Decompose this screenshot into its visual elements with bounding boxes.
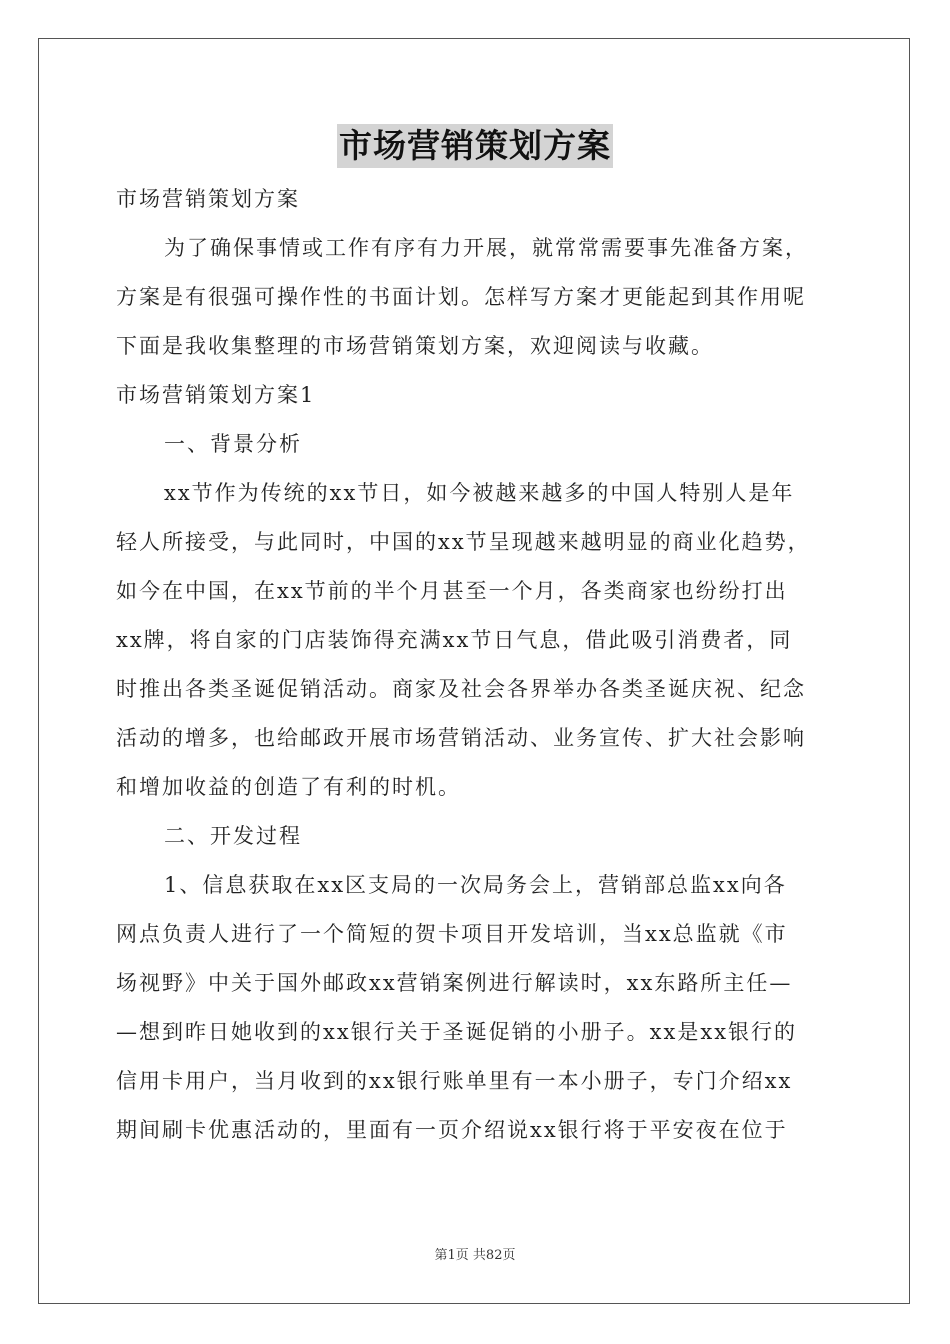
text-line: 轻人所接受，与此同时，中国的xx节呈现越来越明显的商业化趋势， <box>116 530 811 554</box>
text-line: 方案是有很强可操作性的书面计划。怎样写方案才更能起到其作用呢 <box>116 285 806 309</box>
document-body <box>116 180 836 1160</box>
text-line: xx节作为传统的xx节日，如今被越来越多的中国人特别人是年 <box>164 481 795 505</box>
document-title-text: 市场营销策划方案 <box>337 124 613 168</box>
text-line: 下面是我收集整理的市场营销策划方案，欢迎阅读与收藏。 <box>116 334 714 358</box>
text-line: 期间刷卡优惠活动的，里面有一页介绍说xx银行将于平安夜在位于 <box>116 1118 788 1142</box>
text-line: —想到昨日她收到的xx银行关于圣诞促销的小册子。xx是xx银行的 <box>116 1020 798 1044</box>
document-title <box>0 124 950 168</box>
text-line: 网点负责人进行了一个简短的贺卡项目开发培训，当xx总监就《市 <box>116 922 788 946</box>
text-line: 活动的增多，也给邮政开展市场营销活动、业务宣传、扩大社会影响 <box>116 726 806 750</box>
text-line: xx牌，将自家的门店装饰得充满xx节日气息，借此吸引消费者，同 <box>116 628 793 652</box>
text-line: 场视野》中关于国外邮政xx营销案例进行解读时，xx东路所主任— <box>116 971 793 995</box>
page-footer: 第1页 共82页 <box>434 1248 516 1263</box>
text-line: 时推出各类圣诞促销活动。商家及社会各界举办各类圣诞庆祝、纪念 <box>116 677 806 701</box>
text-line: 一、背景分析 <box>164 432 302 456</box>
text-line: 为了确保事情或工作有序有力开展，就常常需要事先准备方案， <box>164 236 808 260</box>
text-line: 市场营销策划方案1 <box>116 383 316 407</box>
text-line: 市场营销策划方案 <box>116 187 300 211</box>
text-line: 信用卡用户，当月收到的xx银行账单里有一本小册子，专门介绍xx <box>116 1069 793 1093</box>
text-line: 1、信息获取在xx区支局的一次局务会上，营销部总监xx向各 <box>164 873 787 897</box>
text-line: 二、开发过程 <box>164 824 302 848</box>
text-line: 和增加收益的创造了有利的时机。 <box>116 775 461 799</box>
text-line: 如今在中国，在xx节前的半个月甚至一个月，各类商家也纷纷打出 <box>116 579 788 603</box>
